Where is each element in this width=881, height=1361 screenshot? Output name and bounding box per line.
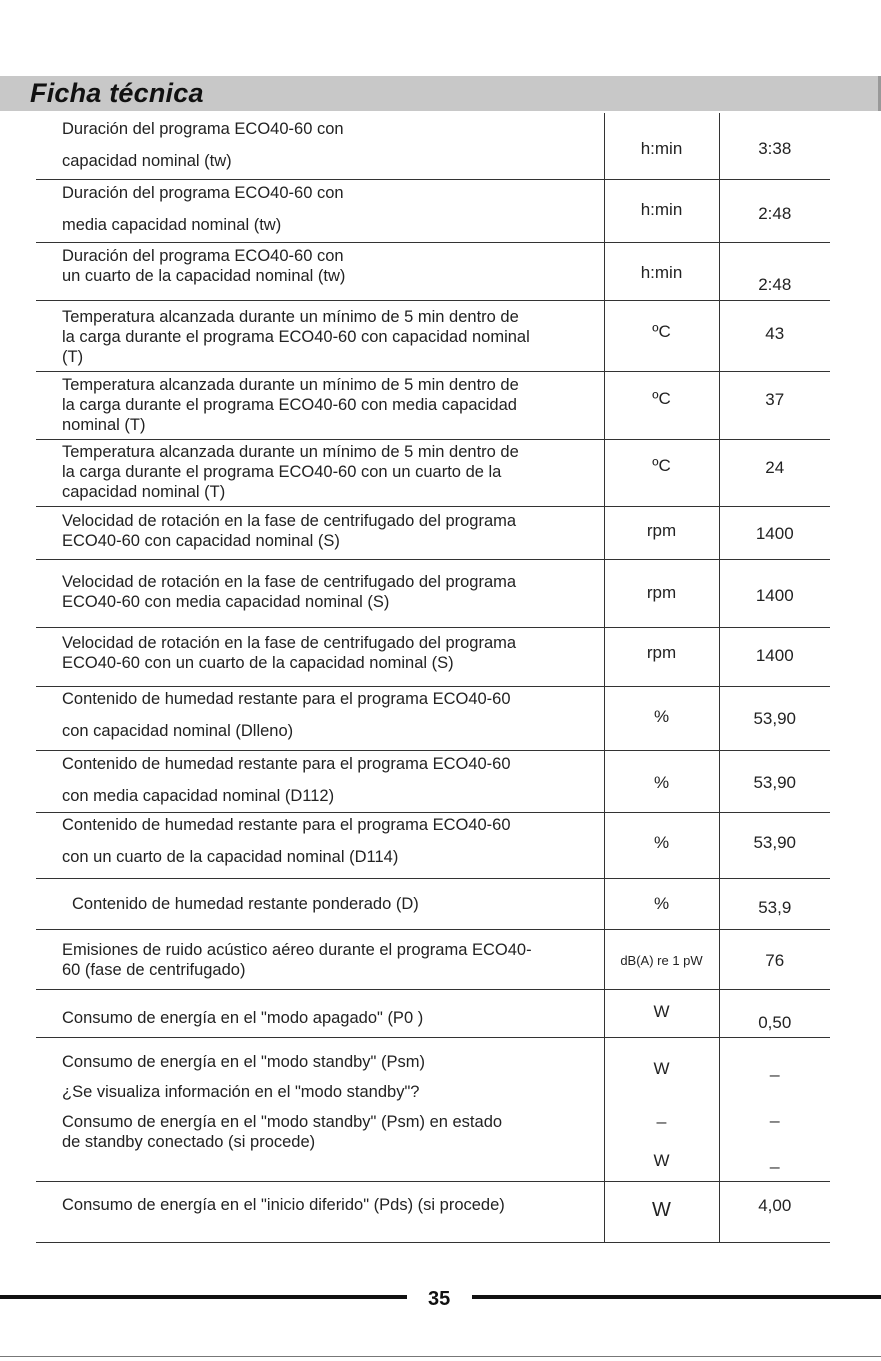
table-row (36, 627, 830, 686)
row-unit: % (604, 812, 719, 878)
row-value: 1400 (719, 506, 830, 559)
row-description: Consumo de energía en el "modo apagado" (P0 ) (36, 989, 604, 1037)
table-row (36, 1181, 830, 1242)
row-value: 1400 (719, 559, 830, 627)
row-value: 24 (719, 439, 830, 506)
table-row (36, 439, 830, 506)
row-value: 0,50 (719, 989, 830, 1037)
row-unit: h:min (604, 242, 719, 300)
row-description: Velocidad de rotación en la fase de centrifugado del programa ECO40-60 con media capacidad nominal (S) (36, 559, 604, 627)
row-value: 53,90 (719, 812, 830, 878)
bottom-edge-rule (0, 1356, 881, 1359)
row-unit: ºC (604, 439, 719, 506)
row-unit: W (604, 989, 719, 1037)
row-unit-stack (604, 1037, 719, 1181)
row-description: Consumo de energía en el "modo standby" (Psm) ¿Se visualiza información en el "modo standby"? Consumo de energía en el "modo standby" (Psm) en estado de standby conectado (si procede) (36, 1037, 604, 1181)
row-value: 76 (719, 929, 830, 989)
row-description: Contenido de humedad restante para el programa ECO40-60 con capacidad nominal (Dlleno) (36, 686, 604, 750)
table-row (36, 989, 830, 1037)
page-number: 35 (428, 1288, 451, 1310)
table-row (36, 300, 830, 371)
row-unit: W (653, 1058, 670, 1078)
row-value: 37 (719, 371, 830, 439)
row-unit: dB(A) re 1 pW (604, 929, 719, 989)
row-value: 53,90 (719, 686, 830, 750)
row-description: Contenido de humedad restante para el programa ECO40-60 con media capacidad nominal (D112) (36, 750, 604, 812)
row-description: Velocidad de rotación en la fase de centrifugado del programa ECO40-60 con un cuarto de la capacidad nominal (S) (36, 627, 604, 686)
table-row (36, 686, 830, 750)
row-unit: ºC (604, 371, 719, 439)
row-value: 53,9 (719, 878, 830, 929)
table-row (36, 812, 830, 878)
row-unit: % (604, 686, 719, 750)
row-description: Temperatura alcanzada durante un mínimo de 5 min dentro de la carga durante el programa ECO40-60 con media capacidad nominal (T) (36, 371, 604, 439)
table-row (36, 750, 830, 812)
row-description: Duración del programa ECO40-60 con media capacidad nominal (tw) (36, 179, 604, 242)
row-unit: _ (656, 1104, 667, 1124)
row-value: _ (770, 1149, 780, 1169)
table-row (36, 371, 830, 439)
row-value: 3:38 (719, 113, 830, 179)
row-description: Contenido de humedad restante ponderado (D) (36, 878, 604, 929)
row-unit: W (604, 1181, 719, 1242)
row-value: 1400 (719, 627, 830, 686)
row-value: 2:48 (719, 242, 830, 300)
table-row (36, 179, 830, 242)
footer-rule-right (472, 1295, 881, 1299)
row-unit: rpm (604, 627, 719, 686)
row-unit: h:min (604, 113, 719, 179)
row-description: Temperatura alcanzada durante un mínimo de 5 min dentro de la carga durante el programa ECO40-60 con un cuarto de la capacidad nominal (T) (36, 439, 604, 506)
row-value: 53,90 (719, 750, 830, 812)
row-unit: % (604, 750, 719, 812)
row-value: _ (770, 1057, 780, 1077)
table-row (36, 878, 830, 929)
footer-rule-left (0, 1295, 407, 1299)
table-row (36, 242, 830, 300)
table-row (36, 929, 830, 989)
table-row (36, 559, 830, 627)
row-value: 4,00 (719, 1181, 830, 1242)
row-unit: W (653, 1150, 670, 1170)
row-description: Temperatura alcanzada durante un mínimo de 5 min dentro de la carga durante el programa ECO40-60 con capacidad nominal (T) (36, 300, 604, 371)
table-row (36, 1037, 830, 1181)
row-description: Emisiones de ruido acústico aéreo durante el programa ECO40- 60 (fase de centrifugado) (36, 929, 604, 989)
row-description: Velocidad de rotación en la fase de centrifugado del programa ECO40-60 con capacidad nominal (S) (36, 506, 604, 559)
section-title: Ficha técnica (30, 78, 204, 108)
spec-table (36, 113, 830, 1243)
row-description: Contenido de humedad restante para el programa ECO40-60 con un cuarto de la capacidad nominal (D114) (36, 812, 604, 878)
row-description: Duración del programa ECO40-60 con capacidad nominal (tw) (36, 113, 604, 179)
row-unit: ºC (604, 300, 719, 371)
row-value: 2:48 (719, 179, 830, 242)
row-unit: rpm (604, 506, 719, 559)
row-value-stack (719, 1037, 830, 1181)
row-value: _ (770, 1103, 780, 1123)
row-description: Duración del programa ECO40-60 con un cuarto de la capacidad nominal (tw) (36, 242, 604, 300)
table-row (36, 506, 830, 559)
row-description: Consumo de energía en el "inicio diferido" (Pds) (si procede) (36, 1181, 604, 1242)
row-value: 43 (719, 300, 830, 371)
row-unit: % (604, 878, 719, 929)
row-unit: h:min (604, 179, 719, 242)
table-row (36, 113, 830, 179)
row-unit: rpm (604, 559, 719, 627)
